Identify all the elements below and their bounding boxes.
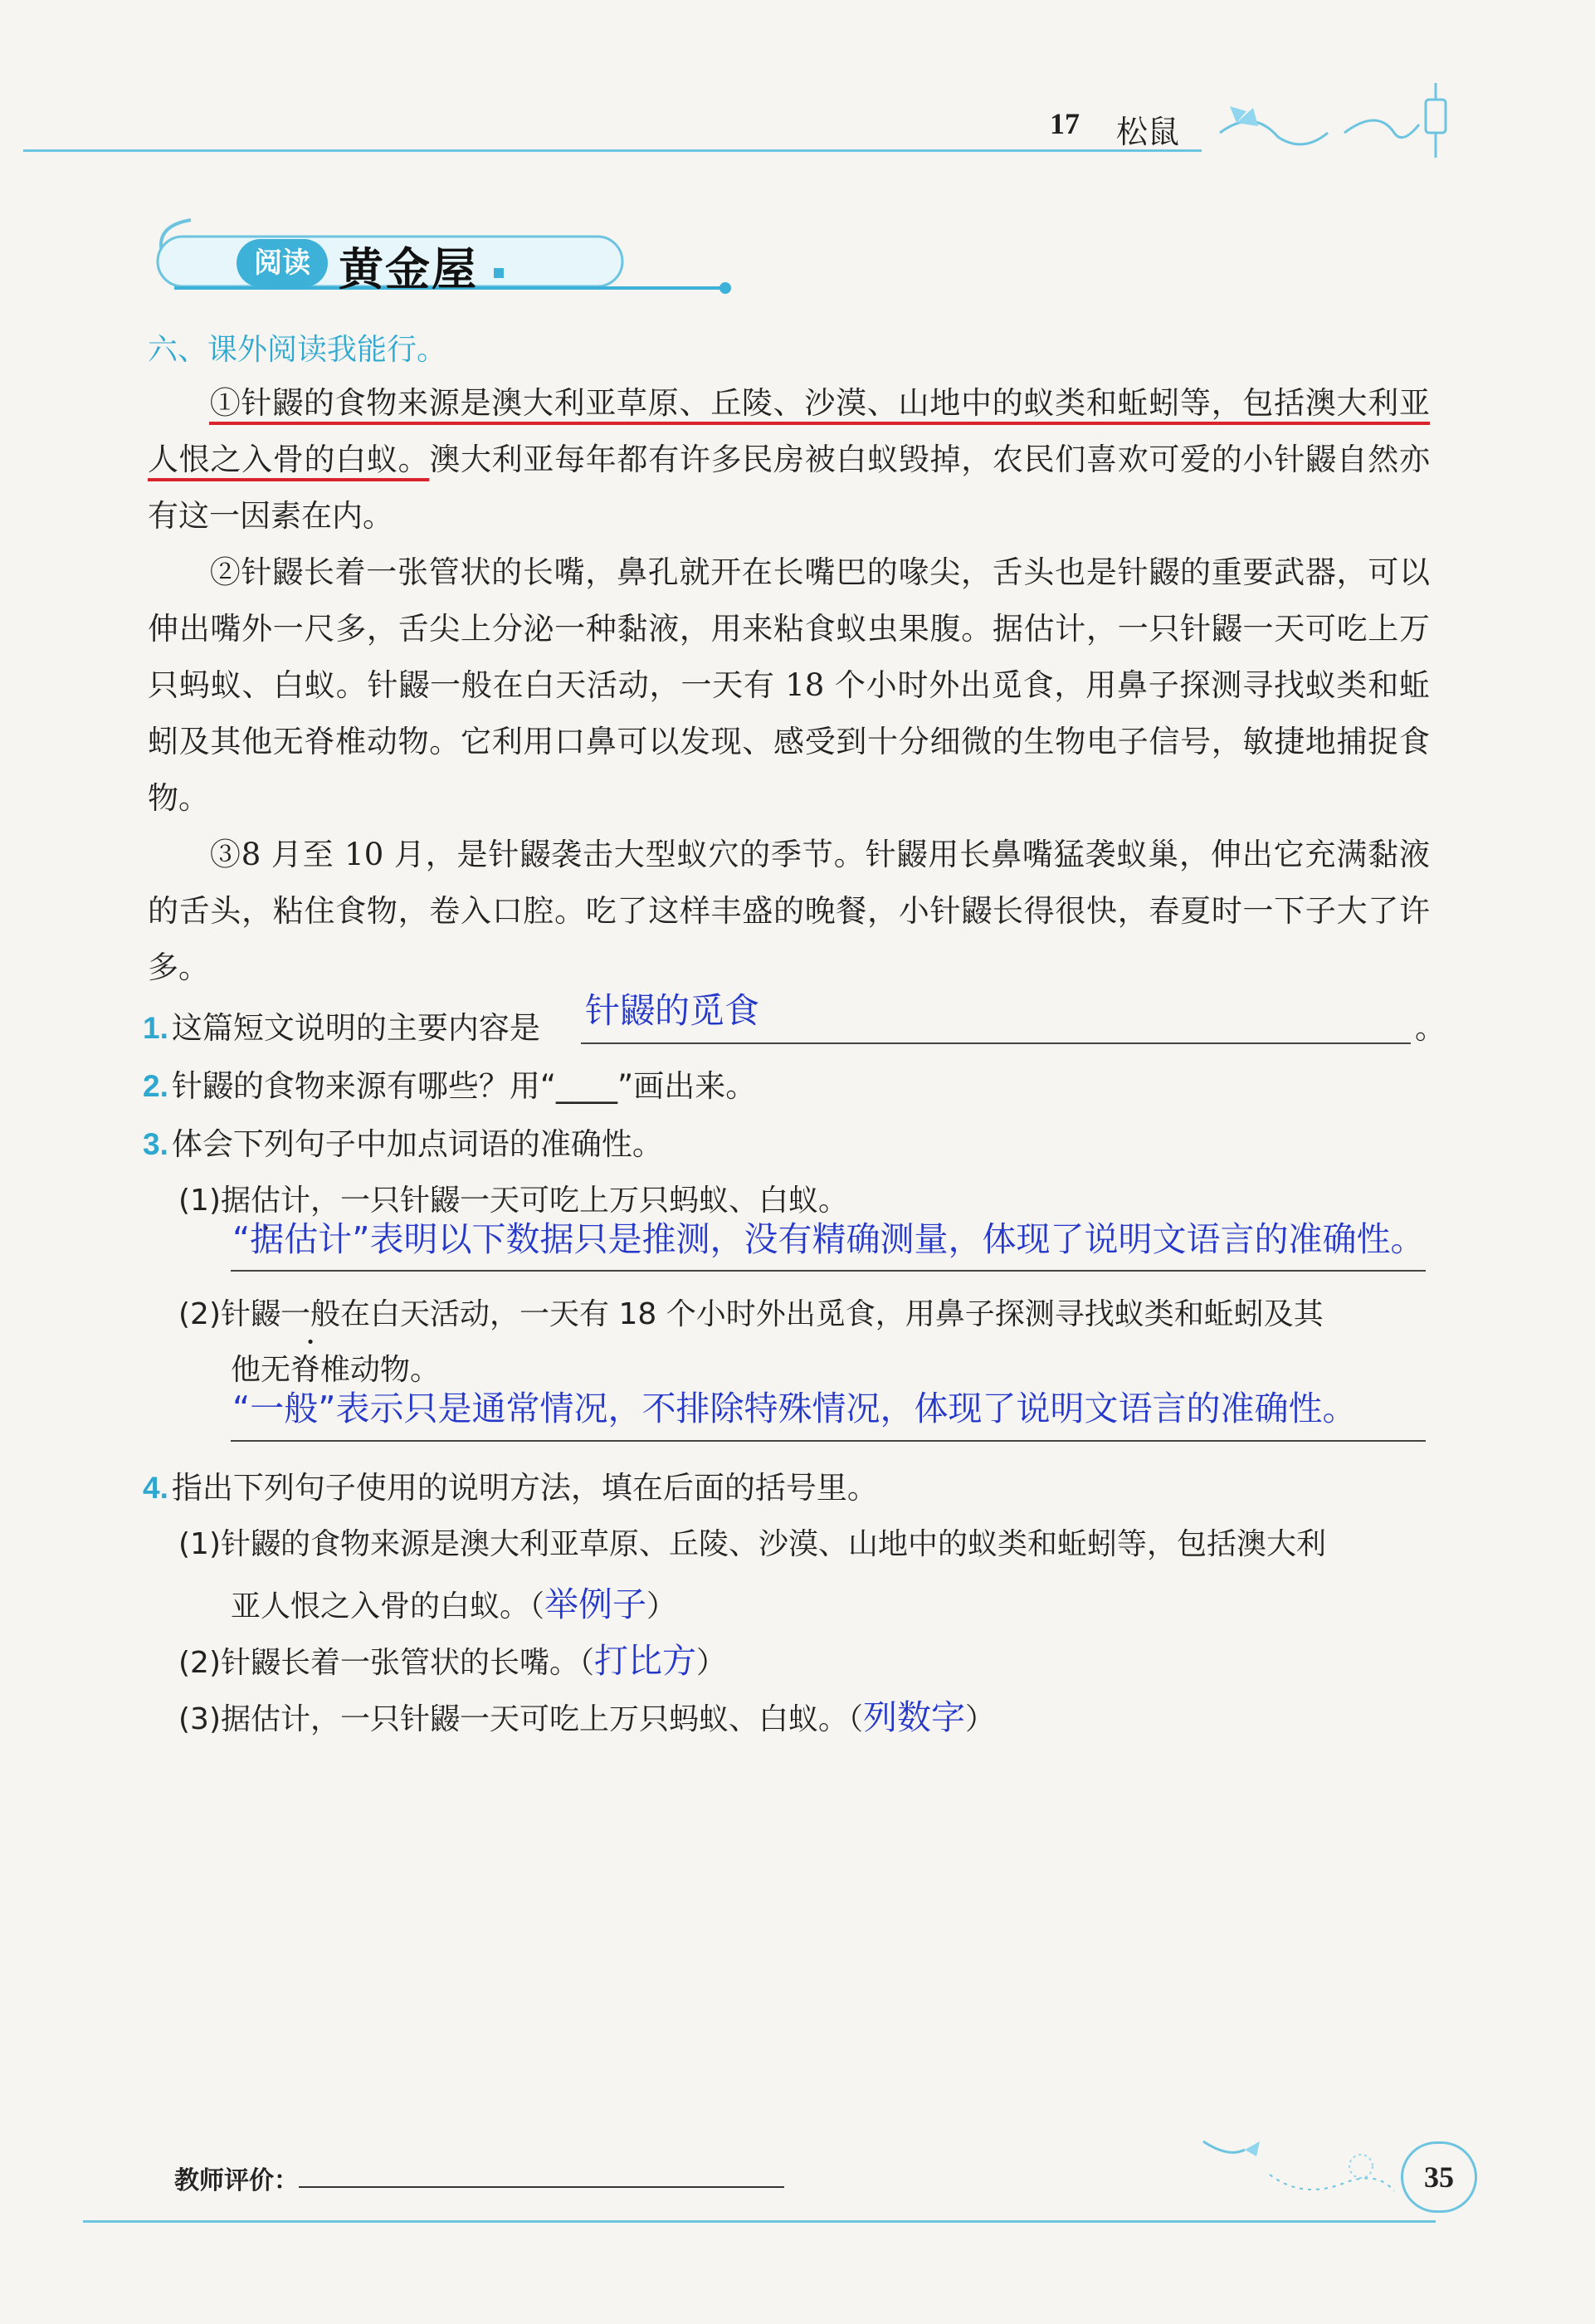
question-text: 针鼹的食物来源有哪些？用“____”画出来。 [171, 1068, 757, 1104]
reading-badge: 阅读 [237, 239, 328, 287]
sentence-post: ，一只针鼹一天可吃上万只蚂蚁、白蚁。 [310, 1184, 849, 1218]
question-number: 4. [143, 1471, 168, 1505]
passage-paragraph-3 [148, 827, 1430, 996]
header-rule [23, 149, 1202, 152]
underlined-food-source: ①针鼹的食物来源是澳大利亚草原、丘陵、沙漠、山地中的蚁类和蚯蚓等，包括澳大利亚人恨之入骨的白蚁。 [148, 385, 1430, 477]
question-2 [143, 1061, 756, 1106]
q1-answer[interactable]: 针鼹的觅食 [585, 990, 760, 1031]
question-4 [143, 1462, 878, 1507]
q3-answer-line-2 [231, 1440, 1426, 1442]
q4-answer-2[interactable]: 打比方 [594, 1641, 696, 1681]
passage-paragraph-1 [148, 375, 1430, 544]
q4-sentence-1-continued [231, 1577, 676, 1626]
lesson-title: 松鼠 [1116, 115, 1180, 150]
paragraph-3-text: ③8 月至 10 月，是针鼹袭击大型蚁穴的季节。针鼹用长鼻嘴猛袭蚁巢，伸出它充满黏液的舌头，粘住食物，卷入口腔。吃了这样丰盛的晚餐，小针鼹长得很快，春夏时一下子大了许多。 [148, 837, 1430, 985]
close-paren: ） [646, 1589, 677, 1623]
question-number: 3. [143, 1127, 168, 1161]
q3-sentence-2-continued: 他无脊椎动物。 [231, 1353, 441, 1387]
paragraph-2-text: ②针鼹长着一张管状的长嘴，鼻孔就开在长嘴巴的喙尖，舌头也是针鼹的重要武器，可以伸出嘴外一尺多，舌尖上分泌一种黏液，用来粘食蚁虫果腹。据估计，一只针鼹一天可吃上万只蚂蚁、白蚁。针鼹一般在白天活动，一天有 18 个小时外出觅食，用鼻子探测寻找蚁类和蚯蚓及其他无脊椎动物。它利用口鼻可以发现、感受到十分细微的生物电子信号，敏捷地捕捉食物。 [148, 554, 1430, 816]
section-heading: 六、课外阅读我能行。 [148, 333, 447, 367]
q4-sentence-3 [178, 1690, 995, 1739]
question-3 [143, 1119, 663, 1164]
q4-sentence-1: (1)针鼹的食物来源是澳大利亚草原、丘陵、沙漠、山地中的蚁类和蚯蚓等，包括澳大利 [178, 1527, 1326, 1561]
lesson-number: 17 [1050, 107, 1080, 140]
question-text: 这篇短文说明的主要内容是 [171, 1010, 540, 1046]
paragraph-1-rest: 澳大利亚每年都有许多民房被白蚁毁掉，农民们喜欢可爱的小针鼹自然亦有这一因素在内。 [148, 442, 1431, 534]
q3-answer-line-1 [231, 1270, 1426, 1272]
q3-sentence-2 [178, 1291, 1324, 1333]
close-paren: ） [965, 1702, 996, 1736]
banner-title: 黄金屋 [339, 243, 478, 295]
teacher-evaluation-label: 教师评价： [174, 2166, 299, 2195]
question-1 [143, 1003, 540, 1047]
q4-sentence-2 [178, 1633, 726, 1682]
emphasized-word: 一般 [280, 1297, 341, 1331]
question-number: 2. [143, 1069, 168, 1103]
passage-paragraph-2 [148, 544, 1430, 827]
question-text: 指出下列句子使用的说明方法，填在后面的括号里。 [171, 1470, 878, 1506]
emphasized-word: 据估计 [221, 1184, 311, 1218]
q1-answer-line [581, 1042, 1411, 1044]
close-paren: ） [696, 1646, 727, 1680]
question-text: 体会下列句子中加点词语的准确性。 [171, 1126, 663, 1162]
q4-answer-1[interactable]: 举例子 [544, 1584, 647, 1624]
butterfly-lamp-decoration-icon [1203, 75, 1469, 166]
sentence-text: (3)据估计，一只针鼹一天可吃上万只蚂蚁、白蚁。（ [178, 1702, 863, 1736]
question-number: 1. [143, 1011, 168, 1045]
bird-decoration-icon [1195, 2125, 1411, 2208]
q1-end-mark: 。 [1415, 1010, 1446, 1046]
sentence-pre: 针鼹 [221, 1297, 281, 1331]
q4-answer-3[interactable]: 列数字 [863, 1697, 965, 1737]
q3-answer-1[interactable]: “据估计”表明以下数据只是推测，没有精确测量，体现了说明文语言的准确性。 [232, 1219, 1425, 1259]
q3-answer-2[interactable]: “一般”表示只是通常情况，不排除特殊情况，体现了说明文语言的准确性。 [232, 1389, 1357, 1428]
sub-number: (1) [178, 1184, 221, 1218]
page-number: 35 [1401, 2141, 1477, 2213]
sentence-post: 在白天活动，一天有 18 个小时外出觅食，用鼻子探测寻找蚁类和蚯蚓及其 [340, 1297, 1324, 1331]
sentence-text: 亚人恨之入骨的白蚁。（ [231, 1589, 545, 1623]
sentence-text: (2)针鼹长着一张管状的长嘴。（ [178, 1646, 594, 1680]
teacher-evaluation-line[interactable] [299, 2186, 784, 2188]
sub-number: (2) [178, 1297, 221, 1331]
footer-rule [83, 2220, 1436, 2223]
